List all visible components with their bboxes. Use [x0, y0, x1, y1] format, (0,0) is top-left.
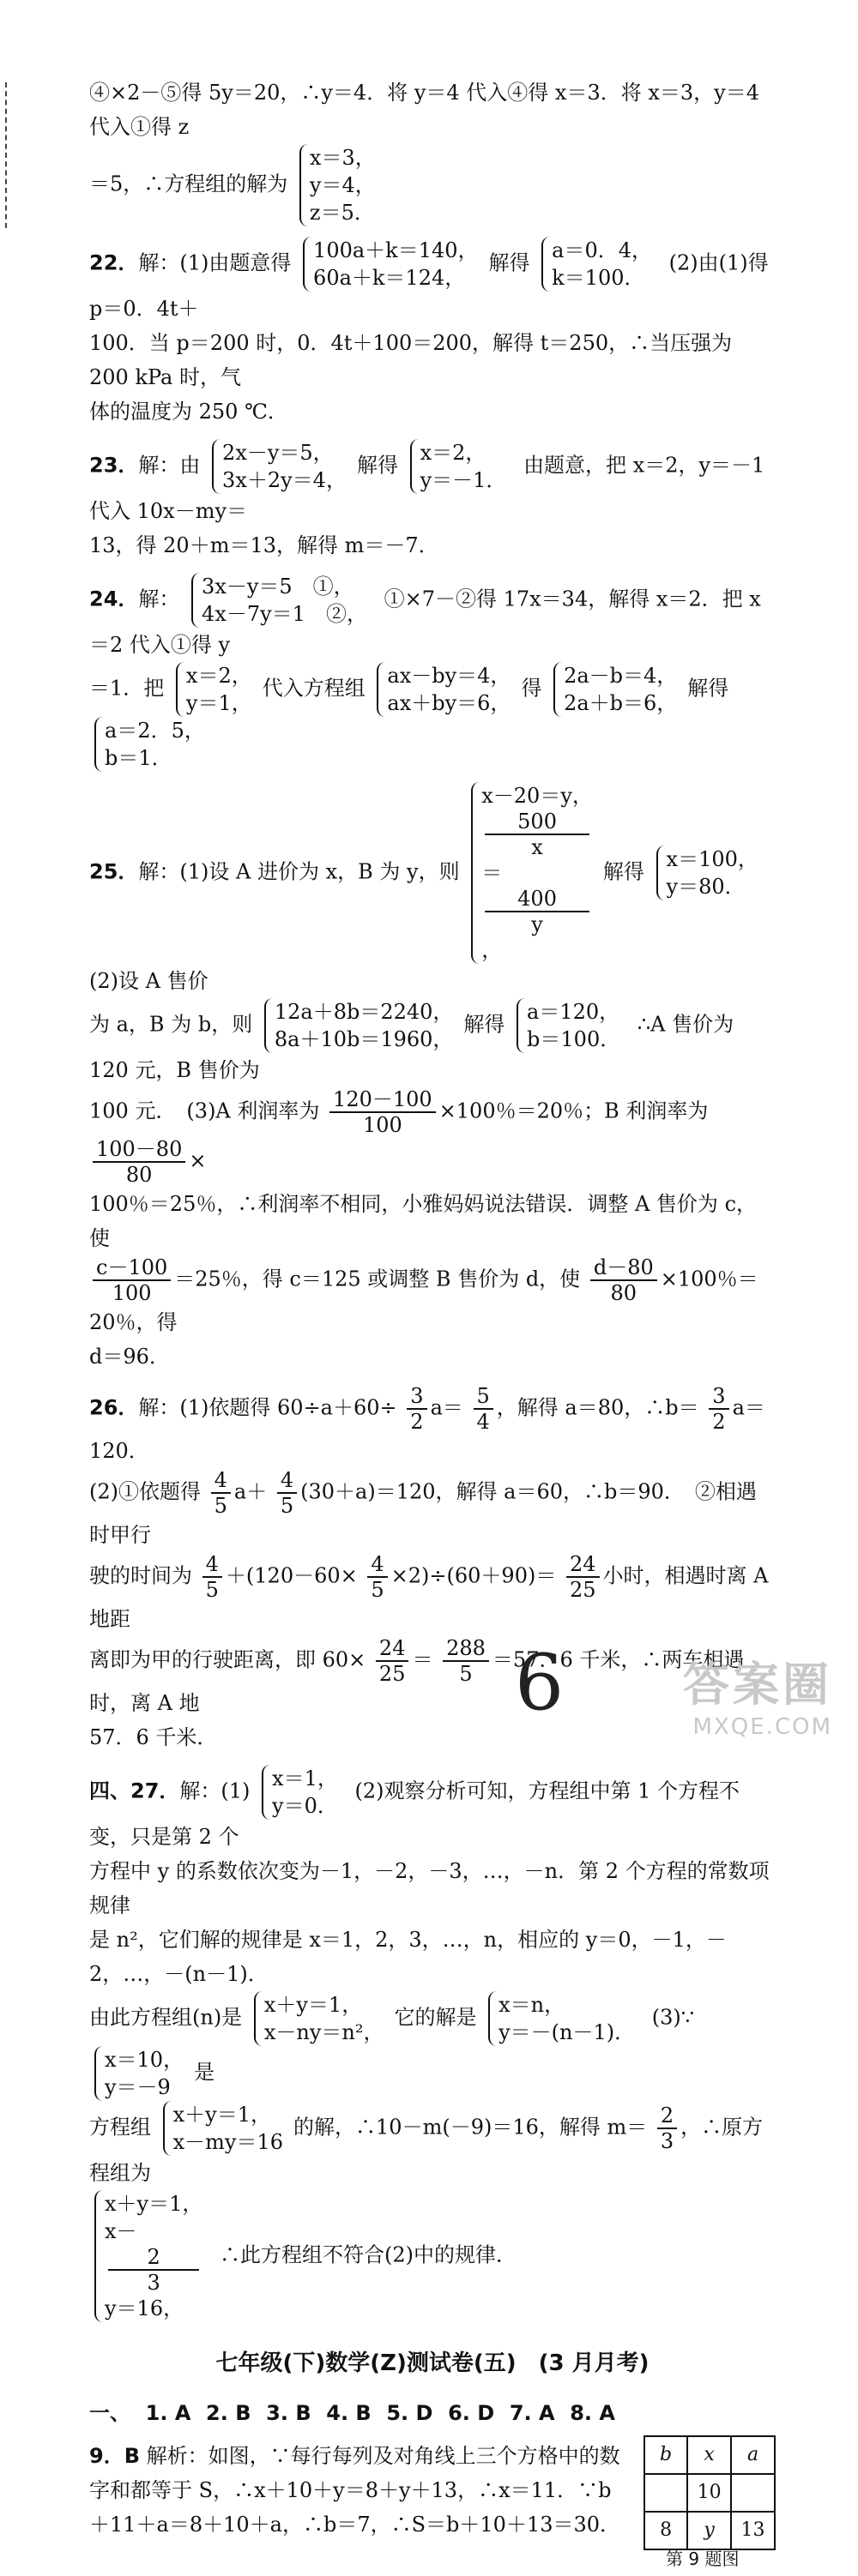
sys-row: y＝80． — [666, 875, 746, 899]
denominator: 80 — [125, 1163, 153, 1187]
q9 — [89, 2439, 776, 2569]
numerator: 120－100 — [329, 1087, 436, 1113]
fraction — [367, 1552, 387, 1602]
sys-row: 100a＋k＝140， — [313, 238, 479, 262]
answer-item: 8. A — [570, 2401, 615, 2425]
q25-system-2 — [656, 846, 764, 900]
sys-row: 3x－y＝5 ①， — [202, 575, 354, 599]
numerator: 4 — [211, 1468, 231, 1494]
q23 — [89, 439, 776, 563]
q27-system-5 — [163, 2101, 288, 2156]
grid-cell: 8 — [644, 2512, 687, 2549]
q22-line-3: 体的温度为 250 ℃． — [89, 400, 288, 424]
answer-item: 2. B — [206, 2401, 251, 2425]
q25-text: (2)设 A 售价 — [89, 969, 208, 993]
choice-answers — [89, 2396, 776, 2430]
grid-cell: y — [687, 2512, 731, 2549]
q27-line-5 — [89, 2101, 776, 2190]
denominator: 25 — [569, 1578, 596, 1602]
q27-text: ，∴原方程组为 — [89, 2115, 764, 2185]
q25-text: 100 元． (3)A 利润率为 — [89, 1098, 320, 1123]
q26-text: 驶的时间为 — [89, 1563, 192, 1588]
numerator: 500 — [485, 810, 589, 835]
fraction — [211, 1468, 231, 1518]
q21-line-2 — [89, 144, 776, 226]
answer-item: 4. B — [326, 2401, 372, 2425]
q25-text: ∴A 售价为 120 元，B 售价为 — [89, 1012, 734, 1082]
q24-line-2 — [89, 662, 776, 772]
q27-text: 方程组 — [89, 2115, 151, 2140]
denominator: x — [531, 835, 543, 859]
denominator: 5 — [459, 1662, 473, 1686]
numerator: 400 — [485, 887, 589, 912]
q24-system-4 — [553, 662, 682, 717]
sys-row: 12a＋8b＝2240， — [274, 1000, 454, 1024]
comma: ， — [481, 938, 503, 962]
q24-system-5 — [94, 717, 210, 772]
fraction — [485, 810, 589, 859]
q24-text: 得 — [521, 676, 542, 701]
q24-system-3 — [377, 662, 516, 717]
grid-row — [644, 2474, 775, 2512]
q23-system-2 — [410, 439, 512, 494]
sys-row: x－my＝16 — [172, 2130, 284, 2154]
denominator: 5 — [371, 1578, 384, 1602]
q26-text: a＝ — [430, 1395, 463, 1420]
grid-cell: a — [731, 2436, 775, 2474]
sys-row: k＝100． — [552, 266, 645, 290]
denominator: 2 — [410, 1410, 424, 1434]
q27-text: ∴此方程组不符合(2)中的规律． — [220, 2242, 517, 2267]
sys-row: 60a＋k＝124， — [313, 266, 466, 290]
sys-row: y＝－(n－1)． — [498, 2020, 636, 2044]
q22-system-1 — [303, 237, 483, 292]
q27-system-4 — [94, 2046, 189, 2101]
q22-line-1 — [89, 237, 776, 326]
sys-row: y＝－9 — [105, 2075, 171, 2099]
watermark-logo-text: 答案圈 — [683, 1658, 832, 1712]
q23-text: 解得 — [356, 453, 398, 478]
q26-text: ，解得 a＝80，∴b＝ — [496, 1395, 699, 1420]
sys-row: b＝1． — [105, 746, 172, 770]
q26-text: 解：(1)依题得 60÷a＋60÷ — [138, 1395, 397, 1420]
q26-line-1 — [89, 1384, 776, 1468]
q22-line-2: 100．当 p＝200 时，0．4t＋100＝200，解得 t＝250，∴当压强为 200 kPa 时，气 — [89, 331, 733, 389]
q24-system-2 — [176, 662, 257, 717]
q27-text: 由此方程组(n)是 — [89, 2005, 243, 2030]
q24-number: 24． — [89, 587, 139, 611]
fraction — [108, 2245, 199, 2295]
q26-text: (30＋a)＝120，解得 a＝60，∴b＝90． ②相遇时甲行 — [89, 1479, 757, 1547]
denominator: 80 — [610, 1281, 637, 1305]
q25-line-5 — [89, 1255, 776, 1339]
q23-line-2: 13，得 20＋m＝13，解得 m＝－7． — [89, 533, 439, 557]
sys-row: x＋y＝1， — [263, 1993, 363, 2017]
q22-text: (2)由(1)得 p＝0．4t＋ — [89, 250, 769, 321]
denominator: 3 — [660, 2129, 674, 2153]
sys-row — [481, 810, 593, 964]
sys-row: x＝2， — [420, 441, 486, 465]
sys-row: a＝0．4， — [552, 238, 653, 262]
q27-text: (3)∵ — [651, 2005, 695, 2030]
sys-part: x－ — [105, 2219, 137, 2243]
fraction — [93, 1137, 185, 1187]
sys-row: 8a＋10b＝1960， — [274, 1027, 454, 1051]
q27-line-3: 是 n²，它们解的规律是 x＝1，2，3，…，n，相应的 y＝0，－1，－2，…，－(n－1)． — [89, 1928, 727, 1986]
q26-number: 26． — [89, 1395, 139, 1420]
sys-part: y＝16， — [105, 2296, 184, 2320]
fraction — [329, 1087, 436, 1137]
sys-row: ax＋by＝6， — [387, 691, 511, 715]
q23-line-1 — [89, 439, 776, 528]
numerator: 24 — [376, 1636, 409, 1662]
numerator: 100－80 — [93, 1137, 185, 1163]
q27-line-6 — [89, 2190, 776, 2322]
q21-continuation — [89, 75, 776, 226]
q24-text: ＝1．把 — [89, 676, 165, 701]
fraction — [93, 1255, 171, 1305]
q26-text: ＝ — [412, 1647, 433, 1672]
denominator: 3 — [147, 2271, 160, 2295]
sys-row: y＝1， — [185, 691, 252, 715]
denominator: 100 — [112, 1281, 152, 1305]
sys-row: x＋y＝1， — [172, 2103, 272, 2127]
q27-line-1 — [89, 1765, 776, 1854]
q26-text: ＋(120－60× — [225, 1563, 358, 1588]
section-title: 七年级(下)数学(Z)测试卷(五) (3 月月考) — [215, 2350, 650, 2376]
grid-cell — [731, 2474, 775, 2512]
q26-text: ×2)÷(60＋90)＝ — [390, 1563, 557, 1588]
q26-text: a＝120． — [89, 1395, 765, 1463]
sys-row: x＝2， — [185, 664, 252, 688]
numerator: 3 — [709, 1384, 728, 1410]
answer-content — [89, 75, 776, 2569]
q22-text: 解：(1)由题意得 — [138, 250, 292, 275]
q25-text: 解得 — [602, 859, 644, 884]
fraction — [590, 1255, 657, 1305]
sys-row: y＝4， — [309, 173, 376, 197]
sys-row: x＝3， — [309, 146, 376, 170]
watermark — [683, 1648, 832, 1740]
grid-cell: 13 — [731, 2512, 775, 2549]
fraction — [566, 1552, 600, 1602]
magic-square-grid — [644, 2435, 776, 2550]
q25-text: 解得 — [463, 1012, 505, 1037]
q25-line-4: 100％＝25％，∴利润率不相同，小雅妈妈说法错误．调整 A 售价为 c，使 — [89, 1192, 758, 1250]
fraction — [277, 1468, 297, 1518]
q23-system-1 — [212, 439, 352, 494]
q26-line-2 — [89, 1468, 776, 1552]
sys-row: x＋y＝1， — [105, 2192, 203, 2216]
denominator: y — [531, 912, 543, 936]
grid-cell: x — [687, 2436, 731, 2474]
q9-text-block — [89, 2439, 621, 2542]
grid-caption: 第 9 题图 — [666, 2549, 740, 2569]
q26-text: a＋ — [233, 1479, 268, 1504]
section-number: 一、 — [89, 2401, 130, 2425]
sys-row — [105, 2218, 202, 2322]
q25-text: ＝25％，得 c＝125 或调整 B 售价为 d，使 — [174, 1267, 581, 1291]
q27-number: 四、27． — [89, 1779, 180, 1803]
sys-row: z＝5． — [309, 201, 375, 225]
denominator: 4 — [476, 1410, 490, 1434]
q23-text: 由题意，把 x＝2，y＝－1 代入 10x－my＝ — [89, 453, 765, 523]
q24 — [89, 573, 776, 772]
q21-solution-system — [299, 144, 381, 226]
q25-text: 为 a，B 为 b，则 — [89, 1012, 253, 1037]
numerator: 2 — [108, 2245, 199, 2271]
q25-system-3 — [264, 998, 459, 1053]
q27-text: 是 — [194, 2060, 215, 2085]
denominator: 2 — [712, 1410, 726, 1434]
numerator: 3 — [407, 1384, 426, 1410]
answer-item: 1. A — [145, 2401, 191, 2425]
q25-line-3 — [89, 1087, 776, 1187]
sys-row: 2x－y＝5， — [222, 441, 334, 465]
q25-line-6: d＝96． — [89, 1345, 170, 1369]
q24-text: 解： — [138, 587, 180, 611]
grid-cell — [644, 2474, 687, 2512]
q26-line-4 — [89, 1636, 776, 1720]
watermark-url: MXQE.COM — [692, 1714, 832, 1740]
numerator: 24 — [566, 1552, 600, 1578]
equals-sign: ＝ — [481, 861, 503, 885]
fraction — [657, 2104, 677, 2153]
fraction — [376, 1636, 409, 1686]
q21-text: ＝5，∴方程组的解为 — [89, 172, 288, 196]
q23-number: 23． — [89, 453, 139, 478]
handwritten-page-number: 6 — [515, 1638, 565, 1728]
sys-row: x＝10， — [105, 2048, 184, 2072]
denominator: 25 — [378, 1662, 406, 1686]
sys-row: x－20＝y， — [481, 784, 593, 808]
q22 — [89, 237, 776, 429]
q25-text: 解：(1)设 A 进价为 x，B 为 y，则 — [138, 859, 460, 884]
q24-system-1 — [191, 573, 372, 628]
q24-text: ①×7－②得 17x＝34，解得 x＝2．把 x＝2 代入①得 y — [89, 587, 761, 657]
q24-text: 解得 — [687, 676, 729, 701]
q25-line-2 — [89, 998, 776, 1087]
q25-system-1 — [471, 782, 598, 964]
denominator: 5 — [280, 1494, 294, 1518]
fraction — [443, 1636, 489, 1686]
sys-row: x－ny＝n²， — [263, 2020, 384, 2044]
sys-row: 4x－7y＝1 ②， — [202, 602, 367, 626]
numerator: d－80 — [590, 1255, 657, 1281]
denominator: 5 — [214, 1494, 227, 1518]
q26-text: 离即为甲的行驶距离，即 60× — [89, 1647, 366, 1672]
denominator: 5 — [205, 1578, 219, 1602]
q27-system-1 — [262, 1765, 343, 1820]
q9-explanation: 解析：如图，∵每行每列及对角线上三个方格中的数字和都等于 S，∴x＋10＋y＝8＋y＋13，∴x＝11．∵b＋11＋a＝8＋10＋a，∴b＝7，∴S＝b＋10＋13＝30． — [89, 2444, 621, 2537]
q27-text: 它的解是 — [394, 2005, 477, 2030]
q25-line-1 — [89, 782, 776, 998]
answer-item: 3. B — [266, 2401, 311, 2425]
sys-row: 2a＋b＝6， — [564, 691, 678, 715]
fraction — [485, 887, 589, 936]
q22-number: 22． — [89, 250, 139, 275]
fraction — [407, 1384, 426, 1434]
q9-number: 9．B — [89, 2444, 140, 2468]
q25-text: ×100％＝20％，得 — [89, 1267, 758, 1334]
q27-system-3 — [488, 1991, 640, 2046]
sys-row: y＝0． — [272, 1794, 338, 1818]
q26 — [89, 1384, 776, 1754]
sys-row: b＝100． — [527, 1027, 621, 1051]
q26-text: (2)①依题得 — [89, 1479, 201, 1504]
numerator: 5 — [474, 1384, 493, 1410]
sys-row: a＝120， — [527, 1000, 620, 1024]
q26-line-5: 57．6 千米． — [89, 1725, 218, 1749]
sys-row: 2a－b＝4， — [564, 664, 678, 688]
sys-row: y＝－1． — [420, 468, 507, 492]
numerator: 4 — [367, 1552, 387, 1578]
sys-row: ax－by＝4， — [387, 664, 511, 688]
fraction — [202, 1552, 222, 1602]
sys-row: x＝n， — [498, 1993, 565, 2017]
numerator: 2 — [657, 2104, 677, 2129]
q27 — [89, 1765, 776, 2322]
q26-text: ＝57．6 千米，∴两车相遇时，离 A 地 — [89, 1647, 745, 1715]
answer-item: 5. D — [386, 2401, 433, 2425]
q27-line-2: 方程中 y 的系数依次变为－1，－2，－3，…，－n．第 2 个方程的常数项规律 — [89, 1859, 770, 1917]
q27-text: 的解，∴10－m(－9)＝16，解得 m＝ — [293, 2115, 648, 2140]
q27-text: (2)观察分析可知，方程组中第 1 个方程不变，只是第 2 个 — [89, 1779, 740, 1849]
q22-text: 解得 — [488, 250, 530, 275]
numerator: 4 — [277, 1468, 297, 1494]
q25-text: × — [189, 1148, 207, 1173]
answer-item: 6. D — [448, 2401, 495, 2425]
denominator: 100 — [362, 1113, 402, 1137]
binding-margin-dashes — [5, 82, 10, 228]
q22-system-2 — [541, 237, 657, 292]
grid-cell: 10 — [687, 2474, 731, 2512]
q26-line-3 — [89, 1552, 776, 1636]
numerator: 288 — [443, 1636, 489, 1662]
numerator: 4 — [202, 1552, 222, 1578]
sys-row: a＝2．5， — [105, 719, 205, 743]
q27-system-6 — [94, 2190, 208, 2322]
grid-cell: b — [644, 2436, 687, 2474]
q25-number: 25． — [89, 859, 139, 884]
q24-line-1 — [89, 573, 776, 662]
fraction — [474, 1384, 493, 1434]
q25 — [89, 782, 776, 1374]
sys-row: 3x＋2y＝4， — [222, 468, 347, 492]
q25-text: ×100％＝20％；B 利润率为 — [438, 1098, 709, 1123]
sys-row: x＝1， — [272, 1766, 338, 1791]
q23-text: 解：由 — [138, 453, 201, 478]
grid-row — [644, 2436, 775, 2474]
q27-text: 解：(1) — [179, 1779, 251, 1803]
numerator: c－100 — [93, 1255, 171, 1281]
q21-line-1: ④×2－⑤得 5y＝20，∴y＝4．将 y＝4 代入④得 x＝3．将 x＝3，y＝4 代入①得 z — [89, 81, 759, 139]
q27-line-4 — [89, 1991, 776, 2101]
q26-text: 小时，相遇时离 A 地距 — [89, 1563, 769, 1631]
q27-system-2 — [254, 1991, 390, 2046]
fraction — [709, 1384, 728, 1434]
q25-system-4 — [517, 998, 625, 1053]
q24-text: 代入方程组 — [262, 676, 366, 701]
answer-item: 7. A — [509, 2401, 555, 2425]
sys-row: x＝100， — [666, 847, 758, 871]
